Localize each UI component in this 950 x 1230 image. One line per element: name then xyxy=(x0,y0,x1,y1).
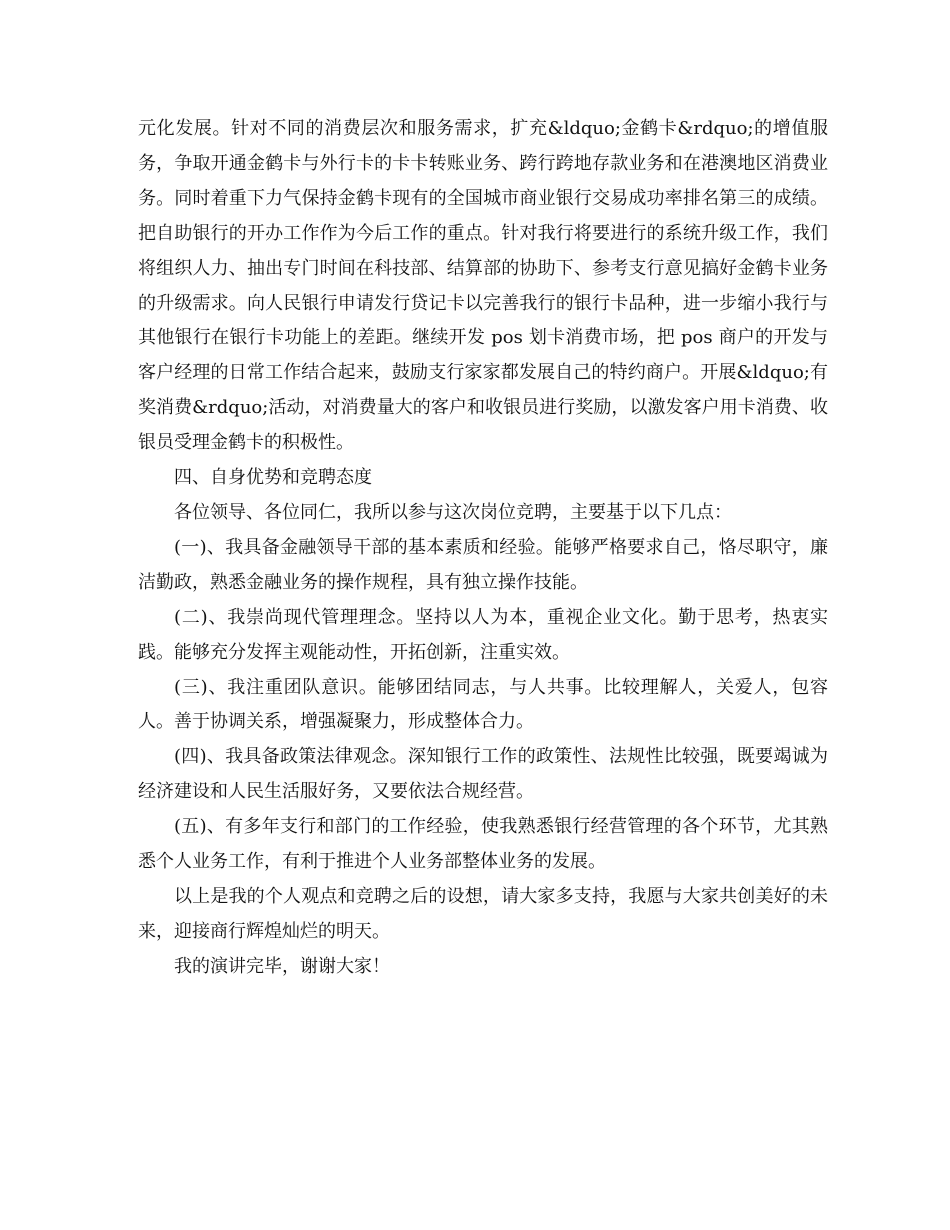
paragraph-card-business-plan: 元化发展。针对不同的消费层次和服务需求，扩充&ldquo;金鹤卡&rdquo;的增值服务，争取开通金鹤卡与外行卡的卡卡转账业务、跨行跨地存款业务和在港澳地区消费业务。同时着重下力气保持金鹤卡现有的全国城市商业银行交易成功率排名第三的成绩。把自助银行的开办工作作为今后工作的重点。针对我行将要进行的系统升级工作，我们将组织人力、抽出专门时间在科技部、结算部的协助下、参考支行意见搞好金鹤卡业务的升级需求。向人民银行申请发行贷记卡以完善我行的银行卡品种，进一步缩小我行与其他银行在银行卡功能上的差距。继续开发 pos 划卡消费市场，把 pos 商户的开发与客户经理的日常工作结合起来，鼓励支行家家都发展自己的特约商户。开展&ldquo;有奖消费&rdquo;活动，对消费量大的客户和收银员进行奖励，以激发客户用卡消费、收银员受理金鹤卡的积极性。 xyxy=(138,118,828,454)
paragraph-thanks: 我的演讲完毕，谢谢大家！ xyxy=(174,955,390,977)
document-body xyxy=(138,112,828,985)
paragraph-point-5: (五)、有多年支行和部门的工作经验，使我熟悉银行经营管理的各个环节，尤其熟悉个人业务工作，有利于推进个人业务部整体业务的发展。 xyxy=(138,816,828,873)
paragraph-closing-wish: 以上是我的个人观点和竞聘之后的设想，请大家多支持，我愿与大家共创美好的未来，迎接商行辉煌灿烂的明天。 xyxy=(138,885,828,942)
paragraph-point-1: (一)、我具备金融领导干部的基本素质和经验。能够严格要求自己，恪尽职守，廉洁勤政，熟悉金融业务的操作规程，具有独立操作技能。 xyxy=(138,536,828,593)
paragraph-point-2: (二)、我崇尚现代管理理念。坚持以人为本，重视企业文化。勤于思考，热衷实践。能够充分发挥主观能动性，开拓创新，注重实效。 xyxy=(138,606,828,663)
paragraph-intro-reasons: 各位领导、各位同仁，我所以参与这次岗位竞聘，主要基于以下几点： xyxy=(174,501,732,523)
paragraph-point-4: (四)、我具备政策法律观念。深知银行工作的政策性、法规性比较强，既要竭诚为经济建设和人民生活服好务，又要依法合规经营。 xyxy=(138,746,828,803)
section-heading-strengths: 四、自身优势和竞聘态度 xyxy=(174,467,372,489)
paragraph-point-3: (三)、我注重团队意识。能够团结同志，与人共事。比较理解人，关爱人，包容人。善于协调关系，增强凝聚力，形成整体合力。 xyxy=(138,676,828,733)
